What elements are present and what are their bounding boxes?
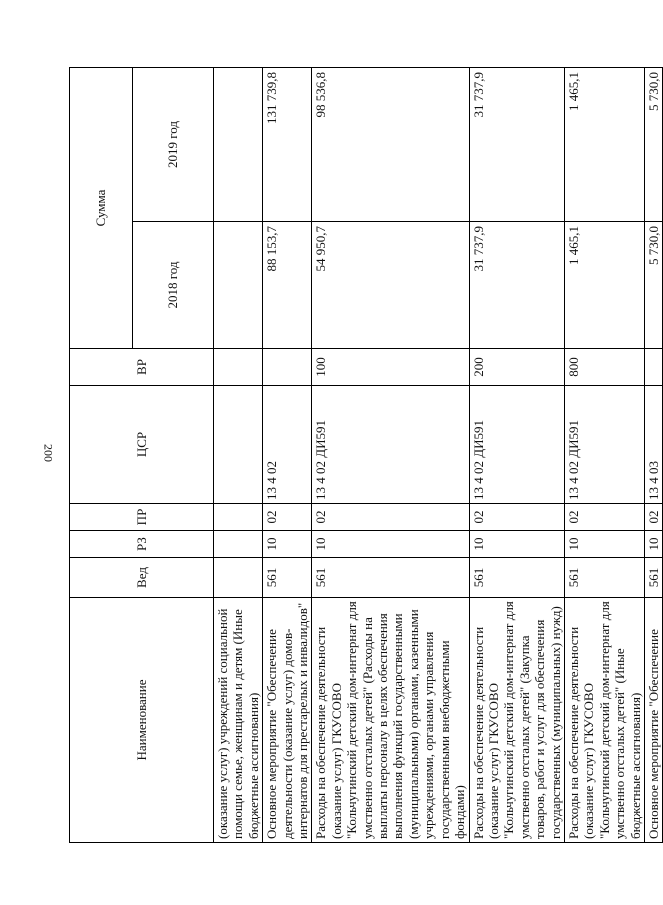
row-rz: 10 bbox=[564, 531, 644, 558]
row-sum-2018 bbox=[214, 222, 263, 349]
row-rz: 10 bbox=[644, 531, 662, 558]
row-vr: 200 bbox=[469, 349, 564, 386]
row-sum-2019 bbox=[214, 68, 263, 222]
row-vr bbox=[214, 349, 263, 386]
table-row bbox=[564, 68, 644, 843]
row-pr: 02 bbox=[644, 504, 662, 531]
row-csr: 13 4 03 bbox=[644, 386, 662, 504]
header-csr: ЦСР bbox=[70, 386, 214, 504]
header-sum: Сумма bbox=[70, 68, 133, 349]
header-pr: ПР bbox=[70, 504, 214, 531]
row-csr: 13 4 02 ДИ591 bbox=[312, 386, 469, 504]
row-sum-2018: 54 950,7 bbox=[312, 222, 469, 349]
row-vr: 800 bbox=[564, 349, 644, 386]
page-number: 200 bbox=[41, 444, 56, 462]
row-csr: 13 4 02 bbox=[263, 386, 312, 504]
table-row bbox=[644, 68, 662, 843]
row-vr bbox=[644, 349, 662, 386]
header-2019: 2019 год bbox=[133, 68, 214, 222]
row-pr: 02 bbox=[312, 504, 469, 531]
row-csr bbox=[214, 386, 263, 504]
row-csr: 13 4 02 ДИ591 bbox=[469, 386, 564, 504]
row-name: Расходы на обеспечение деятельности (оказание услуг) ГКУСОВО "Кольчугинский детский дом-интернат для умственно отсталых детей" (Иные бюджетные ассигнования) bbox=[564, 598, 644, 843]
row-sum-2019: 5 730,0 bbox=[644, 68, 662, 222]
row-rz: 10 bbox=[263, 531, 312, 558]
row-sum-2019: 31 737,9 bbox=[469, 68, 564, 222]
header-2018: 2018 год bbox=[133, 222, 214, 349]
table-row bbox=[214, 68, 263, 843]
rotated-table-container bbox=[69, 68, 661, 843]
row-sum-2018: 31 737,9 bbox=[469, 222, 564, 349]
table-row bbox=[312, 68, 469, 843]
row-name: Расходы на обеспечение деятельности (оказание услуг) ГКУСОВО "Кольчугинский детский дом-интернат для умственно отсталых детей" (Расходы на выплаты персоналу в целях обеспечения выполнения функций государственными (муниципальными) органами, казенными учреждениями, органами управления государственными внебюджетными фондами) bbox=[312, 598, 469, 843]
header-vr: ВР bbox=[70, 349, 214, 386]
row-ved: 561 bbox=[564, 558, 644, 598]
row-name: Основное мероприятие "Обеспечение bbox=[644, 598, 662, 843]
row-pr: 02 bbox=[263, 504, 312, 531]
row-sum-2019: 1 465,1 bbox=[564, 68, 644, 222]
row-ved: 561 bbox=[469, 558, 564, 598]
row-rz bbox=[214, 531, 263, 558]
row-ved: 561 bbox=[263, 558, 312, 598]
header-rz: РЗ bbox=[70, 531, 214, 558]
row-vr: 100 bbox=[312, 349, 469, 386]
header-name: Наименование bbox=[70, 598, 214, 843]
header-ved: Вед bbox=[70, 558, 214, 598]
budget-table bbox=[69, 67, 663, 843]
row-sum-2018: 1 465,1 bbox=[564, 222, 644, 349]
row-sum-2018: 88 153,7 bbox=[263, 222, 312, 349]
row-sum-2018: 5 730,0 bbox=[644, 222, 662, 349]
row-rz: 10 bbox=[469, 531, 564, 558]
table-row bbox=[469, 68, 564, 843]
row-pr: 02 bbox=[564, 504, 644, 531]
row-pr bbox=[214, 504, 263, 531]
row-pr: 02 bbox=[469, 504, 564, 531]
row-ved: 561 bbox=[644, 558, 662, 598]
row-sum-2019: 131 739,8 bbox=[263, 68, 312, 222]
row-ved bbox=[214, 558, 263, 598]
row-name: (оказание услуг) учреждений социальной помощи семье, женщинам и детям (Иные бюджетные ассигнования) bbox=[214, 598, 263, 843]
row-ved: 561 bbox=[312, 558, 469, 598]
row-name: Расходы на обеспечение деятельности (оказание услуг) ГКУСОВО "Кольчугинский детский дом-интернат для умственно отсталых детей" (Закупка товаров, работ и услуг для обеспечения государственных (муниципальных) нужд) bbox=[469, 598, 564, 843]
row-vr bbox=[263, 349, 312, 386]
row-sum-2019: 98 536,8 bbox=[312, 68, 469, 222]
row-rz: 10 bbox=[312, 531, 469, 558]
table-row bbox=[263, 68, 312, 843]
row-name: Основное мероприятие "Обеспечение деятельности (оказание услуг) домов-интернатов для престарелых и инвалидов" bbox=[263, 598, 312, 843]
row-csr: 13 4 02 ДИ591 bbox=[564, 386, 644, 504]
